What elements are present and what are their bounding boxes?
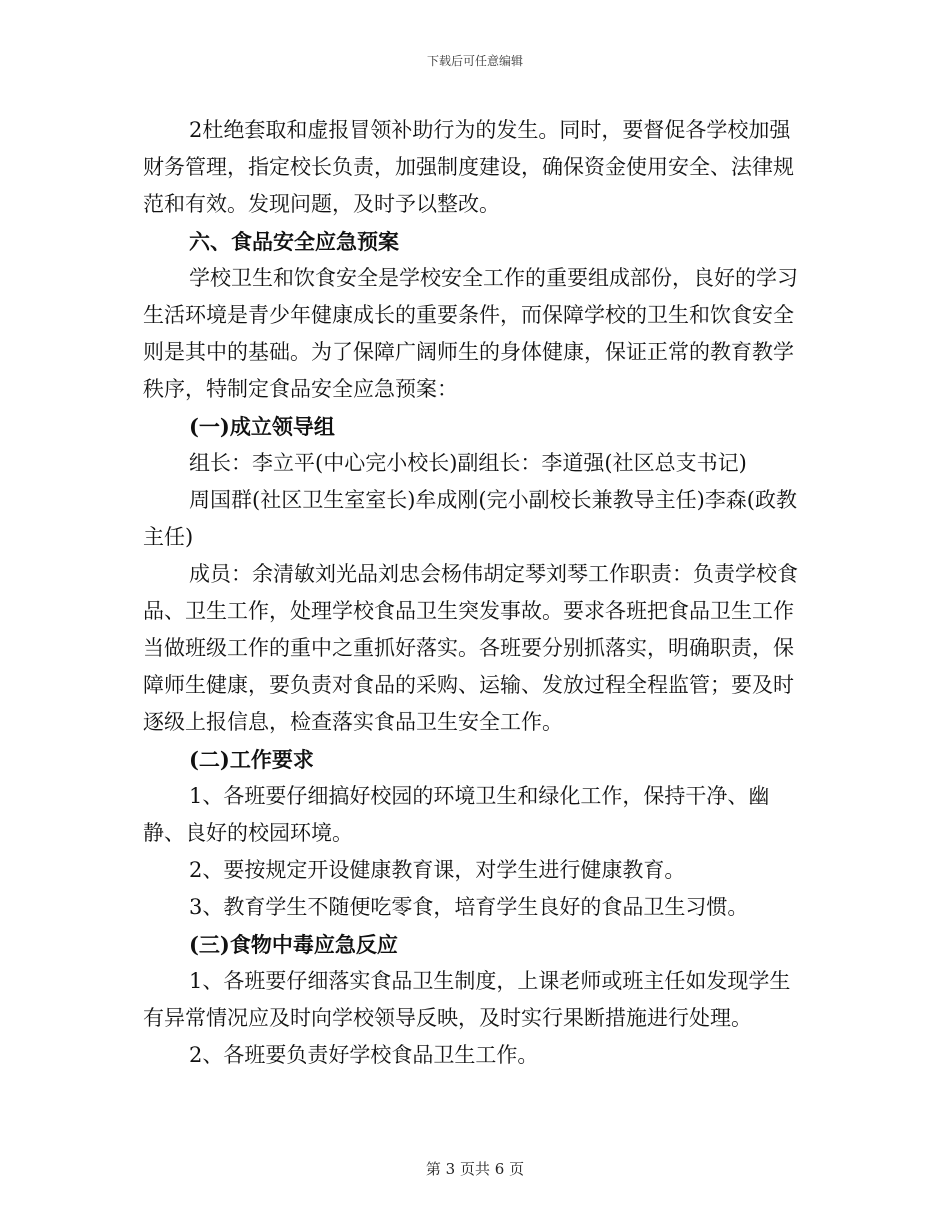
paragraph-pois-1: 1、各班要仔细落实食品卫生制度，上课老师或班主任如发现学生有异常情况应及时向学校领导反映，及时实行果断措施进行处理。: [143, 969, 791, 1030]
paragraph-1: 2杜绝套取和虚报冒领补助行为的发生。同时，要督促各学校加强财务管理，指定校长负责，加强制度建设，确保资金使用安全、法律规范和有效。发现问题，及时予以整改。: [143, 118, 794, 216]
section-heading-six: 六、食品安全应急预案: [189, 229, 399, 254]
paragraph-leaders: 组长：李立平(中心完小校长)副组长：李道强(社区总支书记): [189, 451, 747, 475]
subheading-poisoning: (三)食物中毒应急反应: [189, 932, 398, 957]
paragraph-req-3: 3、教育学生不随便吃零食，培育学生良好的食品卫生习惯。: [189, 895, 749, 919]
paragraph-req-2: 2、要按规定开设健康教育课，对学生进行健康教育。: [189, 858, 686, 882]
subheading-leadership: (一)成立领导组: [189, 414, 335, 439]
paragraph-members: 成员：余清敏刘光品刘忠会杨伟胡定琴刘琴工作职责：负责学校食品、卫生工作，处理学校食品卫生突发事故。要求各班把食品卫生工作当做班级工作的重中之重抓好落实。各班要分别抓落实，明确职责，保障师生健康，要负责对食品的采购、运输、发放过程全程监管；要及时逐级上报信息，检查落实食品卫生安全工作。: [143, 562, 798, 734]
paragraph-intro: 学校卫生和饮食安全是学校安全工作的重要组成部份，良好的学习生活环境是青少年健康成长的重要条件，而保障学校的卫生和饮食安全则是其中的基础。为了保障广阔师生的身体健康，保证正常的教育教学秩序，特制定食品安全应急预案：: [143, 266, 798, 401]
document-body: [143, 112, 811, 1074]
paragraph-req-1: 1、各班要仔细搞好校园的环境卫生和绿化工作，保持干净、幽静、良好的校园环境。: [143, 784, 770, 845]
page-number: 第 3 页共 6 页: [425, 1160, 525, 1178]
subheading-requirements: (二)工作要求: [189, 747, 314, 772]
page-header: 下载后可任意编辑: [426, 54, 523, 68]
paragraph-leaders-cont: 周国群(社区卫生室室长)牟成刚(完小副校长兼教导主任)李森(政教主任): [143, 488, 797, 549]
paragraph-pois-2: 2、各班要负责好学校食品卫生工作。: [189, 1043, 539, 1067]
